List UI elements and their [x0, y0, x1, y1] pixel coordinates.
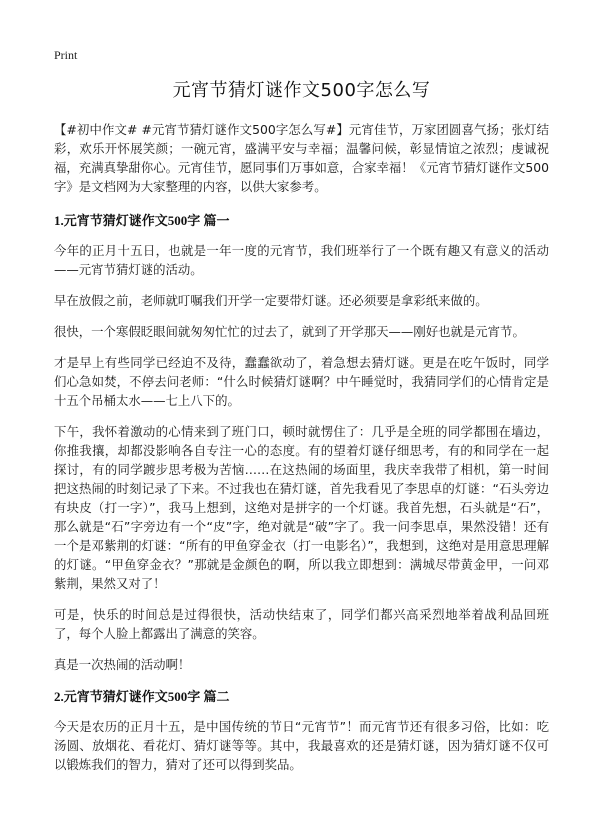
- paragraph: 可是，快乐的时间总是过得很快，活动快结束了，同学们都兴高采烈地举着战利品回班了，每个人脸上都露出了满意的笑容。: [54, 607, 549, 641]
- section-heading-2: 2.元宵节猜灯谜作文500字 篇二: [54, 689, 230, 704]
- paragraph: 很快，一个寒假眨眼间就匆匆忙忙的过去了，就到了开学那天——刚好也就是元宵节。: [54, 324, 525, 339]
- article: [54, 76, 549, 786]
- intro-paragraph: 【#初中作文# #元宵节猜灯谜作文500字怎么写#】元宵佳节，万家团圆喜气扬；张灯结彩，欢乐开怀展笑颜；一碗元宵，盛满平安与幸福；温馨问候，彰显情谊之浓烈；虔诚祝福，充满真挚甜你心。元宵佳节，愿同事们万事如意，合家幸福！《元宵节猜灯谜作文500字》是文档网为大家整理的内容，以供大家参考。: [54, 122, 549, 194]
- paragraph: 下午，我怀着激动的心情来到了班门口，顿时就愣住了：几乎是全班的同学都围在墙边，你推我攘，却都没影响各自专注一心的态度。有的望着灯谜仔细思考，有的和同学在一起探讨，有的同学踱步思考极为苦恼……在这热闹的场面里，我庆幸我带了相机，第一时间把这热闹的时刻记录了下来。不过我也在猜灯谜，首先我看见了李思卓的灯谜：“石头旁边有块皮（打一字）”，我马上想到，这绝对是拼字的一个灯谜。我首先想，石头就是“石”，那么就是“石”字旁边有一个“皮”字，绝对就是“破”字了。我一问李思卓，果然没错！还有一个是邓紫荆的灯谜：“所有的甲鱼穿金衣（打一电影名）”，我想到，这绝对是用意思理解的灯谜。“甲鱼穿金衣？”那就是金颜色的啊，所以我立即想到：满城尽带黄金甲，一问邓紫荆，果然又对了！: [54, 424, 549, 591]
- article-title: 元宵节猜灯谜作文500字怎么写: [172, 80, 431, 101]
- paragraph: 早在放假之前，老师就叮嘱我们开学一定要带灯谜。还必须要是拿彩纸来做的。: [54, 293, 488, 308]
- paragraph: 今天是农历的正月十五，是中国传统的节日“元宵节”！而元宵节还有很多习俗，比如：吃汤圆、放烟花、看花灯、猜灯谜等等。其中，我最喜欢的还是猜灯谜，因为猜灯谜不仅可以锻炼我们的智力，猜对了还可以得到奖品。: [54, 719, 549, 772]
- section-heading-1: 1.元宵节猜灯谜作文500字 篇一: [54, 213, 230, 228]
- paragraph: 才是早上有些同学已经迫不及待，蠢蠢欲动了，着急想去猜灯谜。更是在吃午饭时，同学们心急如焚，不停去问老师：“什么时候猜灯谜啊？中午睡觉时，我猜同学们的心情肯定是十五个吊桶太水——七上八下的。: [54, 355, 549, 408]
- paragraph: 今年的正月十五日，也就是一年一度的元宵节，我们班举行了一个既有趣又有意义的活动——元宵节猜灯谜的活动。: [54, 243, 549, 277]
- print-link[interactable]: Print: [54, 48, 78, 62]
- paragraph: 真是一次热闹的活动啊！: [54, 657, 191, 672]
